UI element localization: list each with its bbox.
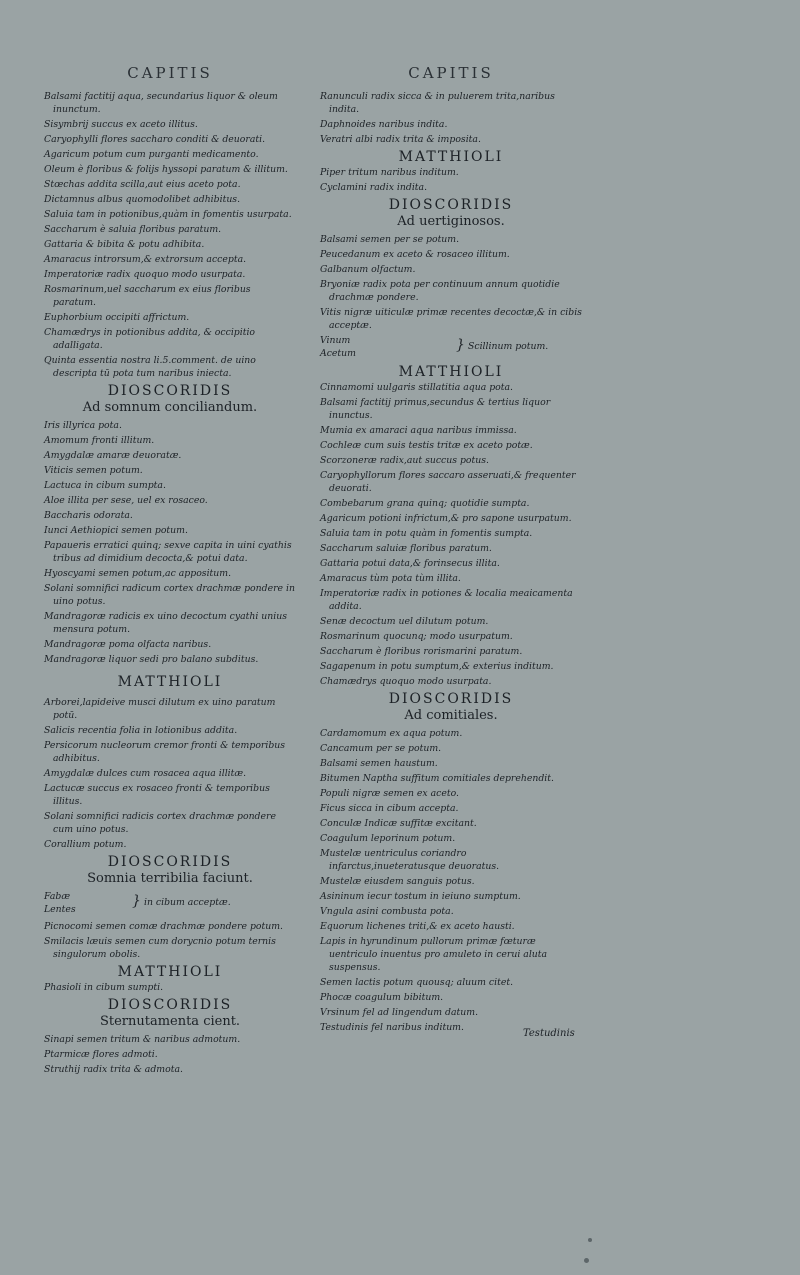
entry: Saccharum saluiæ floribus paratum.: [320, 543, 492, 554]
entry: Sinapi semen tritum & naribus admotum.: [44, 1034, 241, 1045]
right-column: [320, 62, 582, 1036]
entry: Saluia tam in potu quàm in fomentis sumpta.: [320, 528, 533, 539]
entry: Ranunculi radix sicca & in puluerem trita,naribus indita.: [320, 91, 555, 115]
entry: Amaracus tùm pota tùm illita.: [320, 573, 461, 584]
entry: Senæ decoctum uel dilutum potum.: [320, 616, 489, 627]
entry: Daphnoides naribus indita.: [320, 119, 448, 130]
entry: Balsami semen per se potum.: [320, 234, 460, 245]
section-heading: DIOSCORIDIS: [107, 383, 233, 399]
entry: Rosmarinum,uel saccharum ex eius floribus paratum.: [44, 284, 251, 308]
brace-glyph: }: [132, 893, 141, 909]
entry: Ficus sicca in cibum accepta.: [320, 803, 459, 814]
entry: Picnocomi semen comæ drachmæ pondere potum.: [44, 921, 283, 932]
entry: Mandragoræ radicis ex uino decoctum cyathi unius mensura potum.: [44, 611, 288, 635]
entry: Dictamnus albus quomodolibet adhibitus.: [44, 194, 241, 205]
left-list-5: [44, 981, 296, 994]
entry: Caryophylli flores saccharo conditi & deuorati.: [44, 134, 266, 145]
bracket-group: [320, 334, 582, 360]
entry: Coagulum leporinum potum.: [320, 833, 456, 844]
entry: Lactuca in cibum sumpta.: [44, 480, 166, 491]
entry: Vrsinum fel ad lingendum datum.: [320, 1007, 479, 1018]
entry: Galbanum olfactum.: [320, 264, 416, 275]
entry: Phasioli in cibum sumpti.: [44, 982, 164, 993]
entry: Imperatoriæ radix quoquo modo usurpata.: [44, 269, 246, 280]
entry: Solani somnifici radicis cortex drachmæ pondere cum uino potus.: [44, 811, 276, 835]
entry: Iunci Aethiopici semen potum.: [44, 525, 188, 536]
entry: Gattaria potui data,& forinsecus illita.: [320, 558, 500, 569]
paper-speck: [588, 1238, 592, 1242]
catchword: Testudinis: [523, 1028, 575, 1039]
entry: Cinnamomi uulgaris stillatitia aqua pota.: [320, 382, 513, 393]
entry: Agaricum potum cum purganti medicamento.: [44, 149, 259, 160]
bracket-item: Lentes: [44, 904, 76, 915]
bracket-group: [44, 890, 296, 916]
entry: Amygdalæ dulces cum rosacea aqua illitæ.: [44, 768, 247, 779]
left-list-3: [44, 696, 296, 851]
entry: Bitumen Naptha suffitum comitiales deprehendit.: [320, 773, 554, 784]
entry: Vitis nigræ uiticulæ primæ recentes decoctæ,& in cibis acceptæ.: [320, 307, 582, 331]
entry: Saluia tam in potionibus,quàm in fomentis usurpata.: [44, 209, 292, 220]
entry: Balsami semen haustum.: [320, 758, 438, 769]
entry: Populi nigræ semen ex aceto.: [320, 788, 459, 799]
entry: Persicorum nucleorum cremor fronti & temporibus adhibitus.: [44, 740, 286, 764]
left-column: [44, 62, 296, 1078]
right-list-3: [320, 233, 582, 332]
entry: Papaueris erratici quinq; sexve capita in uini cyathis tribus ad dimidium decocta,& potui data.: [44, 540, 292, 564]
bracket-text: in cibum acceptæ.: [144, 897, 231, 908]
entry: Imperatoriæ radix in potiones & localia meaicamenta addita.: [320, 588, 573, 612]
right-list-5: [320, 727, 582, 1034]
entry: Scorzoneræ radix,aut succus potus.: [320, 455, 489, 466]
entry: Testudinis fel naribus inditum.: [320, 1022, 464, 1033]
entry: Amygdalæ amaræ deuoratæ.: [44, 450, 182, 461]
entry: Iris illyrica pota.: [44, 420, 122, 431]
entry: Baccharis odorata.: [44, 510, 133, 521]
section-heading: DIOSCORIDIS: [107, 854, 233, 870]
entry: Gattaria & bibita & potu adhibita.: [44, 239, 205, 250]
section-heading: MATTHIOLI: [398, 149, 504, 165]
entry: Chamædrys quoquo modo usurpata.: [320, 676, 492, 687]
entry: Bryoniæ radix pota per continuum annum quotidie drachmæ pondere.: [320, 279, 560, 303]
entry: Equorum lichenes triti,& ex aceto hausti.: [320, 921, 515, 932]
paper-speck: [584, 1258, 589, 1263]
bracket-item: Vinum: [320, 335, 351, 346]
entry: Struthij radix trita & admota.: [44, 1064, 183, 1075]
right-running-header: CAPITIS: [408, 64, 494, 82]
entry: Cyclamini radix indita.: [320, 182, 428, 193]
section-heading: MATTHIOLI: [117, 674, 223, 690]
entry: Saccharum è floribus rorismarini paratum.: [320, 646, 523, 657]
entry: Cancamum per se potum.: [320, 743, 442, 754]
section-subheading: Somnia terribilia faciunt.: [87, 871, 253, 886]
entry: Caryophyllorum flores saccaro asseruati,& frequenter deuorati.: [320, 470, 576, 494]
entry: Mandragoræ poma olfacta naribus.: [44, 639, 212, 650]
entry: Phocæ coagulum bibitum.: [320, 992, 444, 1003]
entry: Sagapenum in potu sumptum,& exterius inditum.: [320, 661, 554, 672]
entry: Sisymbrij succus ex aceto illitus.: [44, 119, 198, 130]
entry: Mumia ex amaraci aqua naribus immissa.: [320, 425, 517, 436]
entry: Semen lactis potum quousq; aluum citet.: [320, 977, 514, 988]
entry: Asininum iecur tostum in ieiuno sumptum.: [320, 891, 521, 902]
section-heading: MATTHIOLI: [398, 364, 504, 380]
entry: Veratri albi radix trita & imposita.: [320, 134, 481, 145]
section-heading: DIOSCORIDIS: [388, 197, 514, 213]
entry: Stœchas addita scilla,aut eius aceto pota.: [44, 179, 241, 190]
entry: Hyoscyami semen potum,ac appositum.: [44, 568, 232, 579]
entry: Aloe illita per sese, uel ex rosaceo.: [44, 495, 208, 506]
entry: Quinta essentia nostra li.5.comment. de uino descripta tū pota tum naribus iniecta.: [44, 355, 256, 379]
entry: Piper tritum naribus inditum.: [320, 167, 459, 178]
entry: Cardamomum ex aqua potum.: [320, 728, 463, 739]
brace-glyph: }: [456, 337, 465, 353]
left-running-header: CAPITIS: [127, 64, 213, 82]
entry: Vngula asini combusta pota.: [320, 906, 454, 917]
entry: Mustelæ uentriculus coriandro infarctus,inueteratusque deuoratus.: [320, 848, 500, 872]
bracket-item: Fabæ: [44, 891, 71, 902]
entry: Lactucæ succus ex rosaceo fronti & temporibus illitus.: [44, 783, 270, 807]
right-list-1: [320, 90, 582, 146]
entry: Salicis recentia folia in lotionibus addita.: [44, 725, 238, 736]
entry: Balsami factitij aqua, secundarius liquor & oleum inunctum.: [44, 91, 278, 115]
right-list-4: [320, 381, 582, 688]
section-heading: MATTHIOLI: [117, 964, 223, 980]
entry: Lapis in hyrundinum pullorum primæ fœturæ uentriculo inuentus pro amuleto in cerui aluta suspensus.: [320, 936, 548, 973]
left-list-1: [44, 90, 296, 380]
right-list-2: [320, 166, 582, 194]
entry: Viticis semen potum.: [44, 465, 143, 476]
entry: Rosmarinum quocunq; modo usurpatum.: [320, 631, 513, 642]
entry: Ptarmicæ flores admoti.: [44, 1049, 158, 1060]
section-heading: DIOSCORIDIS: [388, 691, 514, 707]
entry: Chamædrys in potionibus addita, & occipitio adalligata.: [44, 327, 256, 351]
bracket-item: Acetum: [320, 348, 356, 359]
bracket-text: Scillinum potum.: [468, 341, 549, 352]
entry: Balsami factitij primus,secundus & tertius liquor inunctus.: [320, 397, 551, 421]
entry: Agaricum potioni infrictum,& pro sapone usurpatum.: [320, 513, 572, 524]
entry: Cochleæ cum suis testis tritæ ex aceto potæ.: [320, 440, 533, 451]
left-list-2: [44, 419, 296, 666]
entry: Mandragoræ liquor sedi pro balano subditus.: [44, 654, 259, 665]
section-subheading: Sternutamenta cient.: [99, 1014, 241, 1029]
section-subheading: Ad comitiales.: [404, 708, 498, 723]
section-heading: DIOSCORIDIS: [107, 997, 233, 1013]
entry: Amaracus introrsum,& extrorsum accepta.: [44, 254, 247, 265]
entry: Amomum fronti illitum.: [44, 435, 155, 446]
entry: Arborei,lapideive musci dilutum ex uino paratum potū.: [44, 697, 276, 721]
entry: Corallium potum.: [44, 839, 127, 850]
left-list-4: [44, 920, 296, 961]
entry: Solani somnifici radicum cortex drachmæ pondere in uino potus.: [44, 583, 295, 607]
entry: Peucedanum ex aceto & rosaceo illitum.: [320, 249, 510, 260]
entry: Combebarum grana quinq; quotidie sumpta.: [320, 498, 530, 509]
left-list-6: [44, 1033, 296, 1076]
entry: Saccharum è saluia floribus paratum.: [44, 224, 222, 235]
section-subheading: Ad uertiginosos.: [397, 214, 505, 229]
section-subheading: Ad somnum conciliandum.: [82, 400, 258, 415]
entry: Euphorbium occipiti affrictum.: [44, 312, 190, 323]
entry: Mustelæ eiusdem sanguis potus.: [320, 876, 475, 887]
entry: Conculæ Indicæ suffitæ excitant.: [320, 818, 477, 829]
entry: Smilacis læuis semen cum dorycnio potum ternis singulorum obolis.: [44, 936, 276, 960]
entry: Oleum è floribus & folijs hyssopi paratum & illitum.: [44, 164, 288, 175]
